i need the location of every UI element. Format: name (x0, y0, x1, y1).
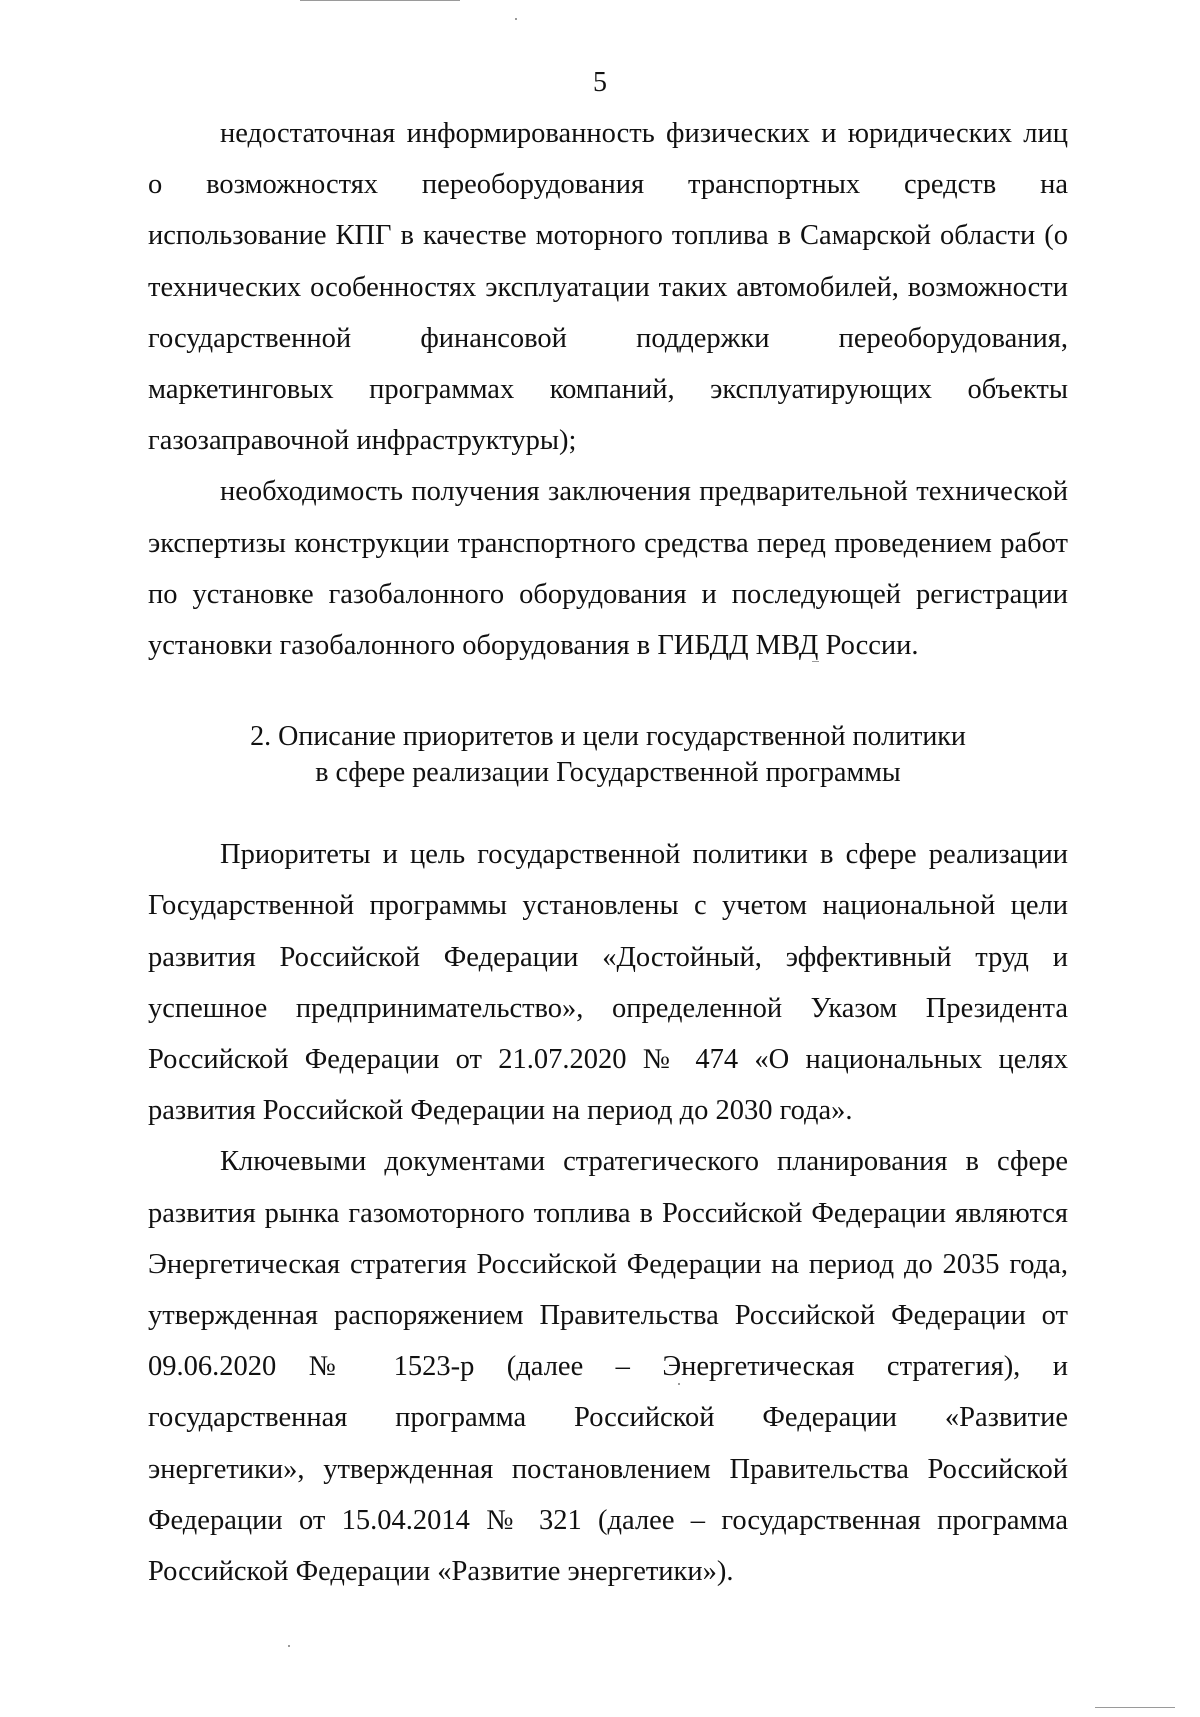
page-number: 5 (593, 67, 607, 98)
scan-artifact (288, 1645, 290, 1647)
document-body (148, 108, 1068, 1597)
section-heading-line-1: 2. Описание приоритетов и цели государственной политики (250, 721, 966, 753)
scan-artifact (515, 18, 517, 20)
paragraph-priorities: Приоритеты и цель государственной политики в сфере реализации Государственной программы установлены с учетом национальной цели развития Российской Федерации «Достойный, эффективный труд и успешное предпринимательство», определенной Указом Президента Российской Федерации от 21.07.2020 № 474 «О национальных целях развития Российской Федерации на период до 2030 года». (148, 839, 1068, 1127)
paragraph-key-documents: Ключевыми документами стратегического планирования в сфере развития рынка газомоторного топлива в Российской Федерации являются Энергетическая стратегия Российской Федерации на период до 2035 года, утвержденная распоряжением Правительства Российской Федерации от 09.06.2020 № 1523-р (далее – Энергетическая стратегия), и государственная программа Российской Федерации «Развитие энергетики», утвержденная постановлением Правительства Российской Федерации от 15.04.2014 № 321 (далее – государственная программа Российской Федерации «Развитие энергетики»). (148, 1146, 1068, 1588)
scan-artifact (300, 0, 460, 1)
paragraph-expertise: необходимость получения заключения предварительной технической экспертизы конструкции транспортного средства перед проведением работ по установке газобалонного оборудования и последующей регистрации установки газобалонного оборудования в ГИБДД МВД России. (148, 476, 1068, 662)
section-heading (148, 719, 1068, 791)
section-heading-line-2: в сфере реализации Государственной программы (315, 757, 901, 789)
paragraph-awareness: недостаточная информированность физических и юридических лиц о возможностях переоборудования транспортных средств на использование КПГ в качестве моторного топлива в Самарской области (о технических особенностях эксплуатации таких автомобилей, возможности государственной финансовой поддержки переоборудования, маркетинговых программах компаний, эксплуатирующих объекты газозаправочной инфраструктуры); (148, 118, 1068, 457)
scan-artifact (1095, 1707, 1175, 1708)
